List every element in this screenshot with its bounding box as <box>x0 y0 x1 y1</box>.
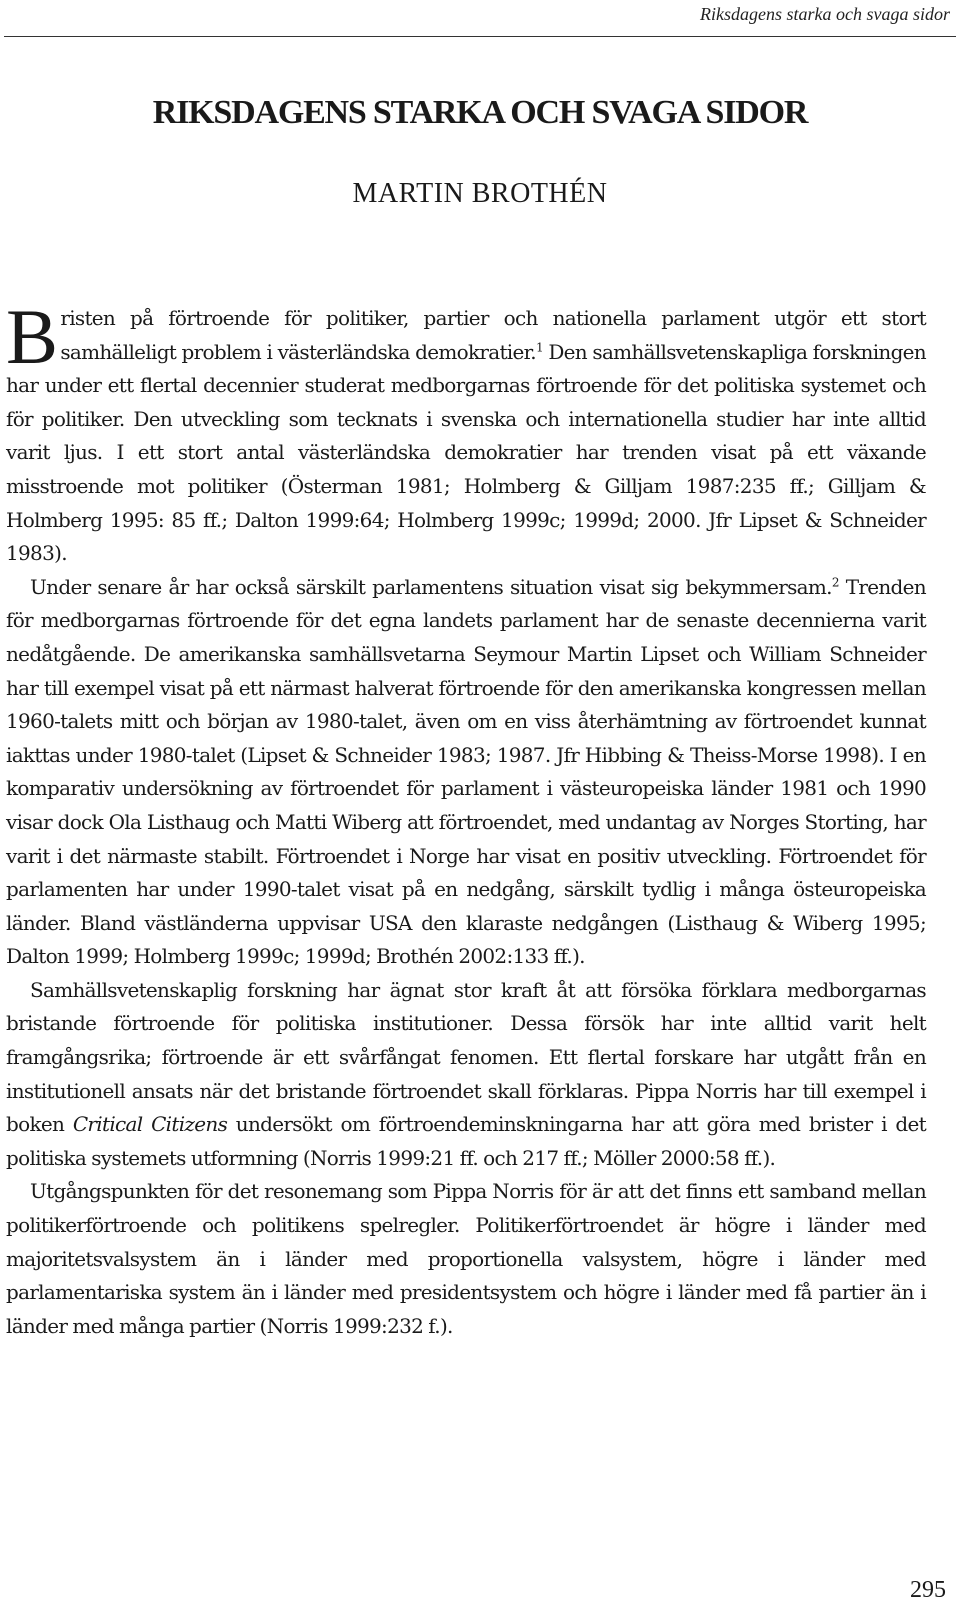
header-rule <box>4 36 956 37</box>
paragraph-3 <box>6 974 926 1176</box>
author-name: MARTIN BROTHÉN <box>352 178 608 209</box>
article-body <box>6 293 927 1343</box>
page-number: 295 <box>910 1577 946 1603</box>
footnote-ref-2[interactable]: 2 <box>831 575 839 590</box>
paragraph-4-text: Utgångspunkten för det resonemang som Pippa Norris för är att det finns ett samband mellan politikerförtroende och politikens spelregler. Politikerförtroendet är högre i länder med majoritetsvalsystem än i länder med proportionella valsystem, högre i länder med parlamentariska system än i länder med presidentsystem och högre i länder med få partier än i länder med många partier (Norris 1999:232 f.). <box>6 1179 926 1338</box>
paragraph-2-text-b: Trenden för medborgarnas förtroende för det egna landets parlament har de senaste decennierna varit nedåtgående. De amerikanska samhällsvetarna Seymour Martin Lipset och William Schneider har till exempel visat på ett närmast halverat förtroende för den amerikanska kongressen mellan 1960-talets mitt och början av 1980-talet, även om en viss återhämtning av förtroendet kunnat iakttas under 1980-talet (Lipset & Schneider 1983; 1987. Jfr Hibbing & Theiss-Morse 1998). I en komparativ undersökning av förtroendet för parlament i västeuropeiska länder 1981 och 1990 visar dock Ola Listhaug och Matti Wiberg att förtroendet, med undantag av Norges Storting, har varit i det närmaste stabilt. Förtroendet i Norge har visat en positiv utveckling. Förtroendet för parlamenten har under 1990-talet visat på en nedgång, särskilt tydlig i många östeuropeiska länder. Bland västländerna uppvisar USA den klaraste nedgången (Listhaug & Wiberg 1995; Dalton 1999; Holmberg 1999c; 1999d; Brothén 2002:133 ff.). <box>6 574 926 969</box>
drop-cap: B <box>6 293 58 380</box>
paragraph-2 <box>6 571 926 974</box>
paragraph-3-text-b: undersökt om förtroendeminskningarna har att göra med brister i det politiska systemets utformning (Norris 1999:21 ff. och 217 ff.; Möller 2000:58 ff.). <box>6 1112 927 1170</box>
paragraph-1 <box>6 293 926 571</box>
paragraph-4 <box>6 1175 926 1343</box>
running-head: Riksdagens starka och svaga sidor <box>700 4 950 24</box>
paragraph-2-text-a: Under senare år har också särskilt parlamentens situation visat sig bekymmersam. <box>30 574 832 599</box>
book-title: Critical Citizens <box>72 1112 228 1137</box>
footnote-ref-1[interactable]: 1 <box>535 339 543 354</box>
paragraph-1-text-b: Den samhällsvetenskapliga forskningen har under ett flertal decennier studerat medborgarnas förtroende för det politiska systemet och för politiker. Den utveckling som tecknats i svenska och internationella studier har inte alltid varit ljus. I ett stort antal västerländska demokratier har trenden visat på ett växande misstroende mot politiker (Österman 1981; Holmberg & Gilljam 1987:235 ff.; Gilljam & Holmberg 1995: 85 ff.; Dalton 1999:64; Holmberg 1999c; 1999d; 2000. Jfr Lipset & Schneider 1983). <box>6 339 926 566</box>
paragraph-3-text-a: Samhällsvetenskaplig forskning har ägnat stor kraft åt att försöka förklara medborgarnas bristande förtroende för politiska institutioner. Dessa försök har inte alltid varit helt framgångsrika; förtroende är ett svårfångat fenomen. Ett flertal forskare har utgått från en institutionell ansats när det bristande förtroendet skall förklaras. Pippa Norris har till exempel i boken <box>6 977 926 1137</box>
paragraph-1-text-a: risten på förtroende för politiker, partier och nationella parlament utgör ett stort samhälleligt problem i västerländska demokratier. <box>60 306 926 364</box>
article-title: RIKSDAGENS STARKA OCH SVAGA SIDOR <box>152 94 808 131</box>
